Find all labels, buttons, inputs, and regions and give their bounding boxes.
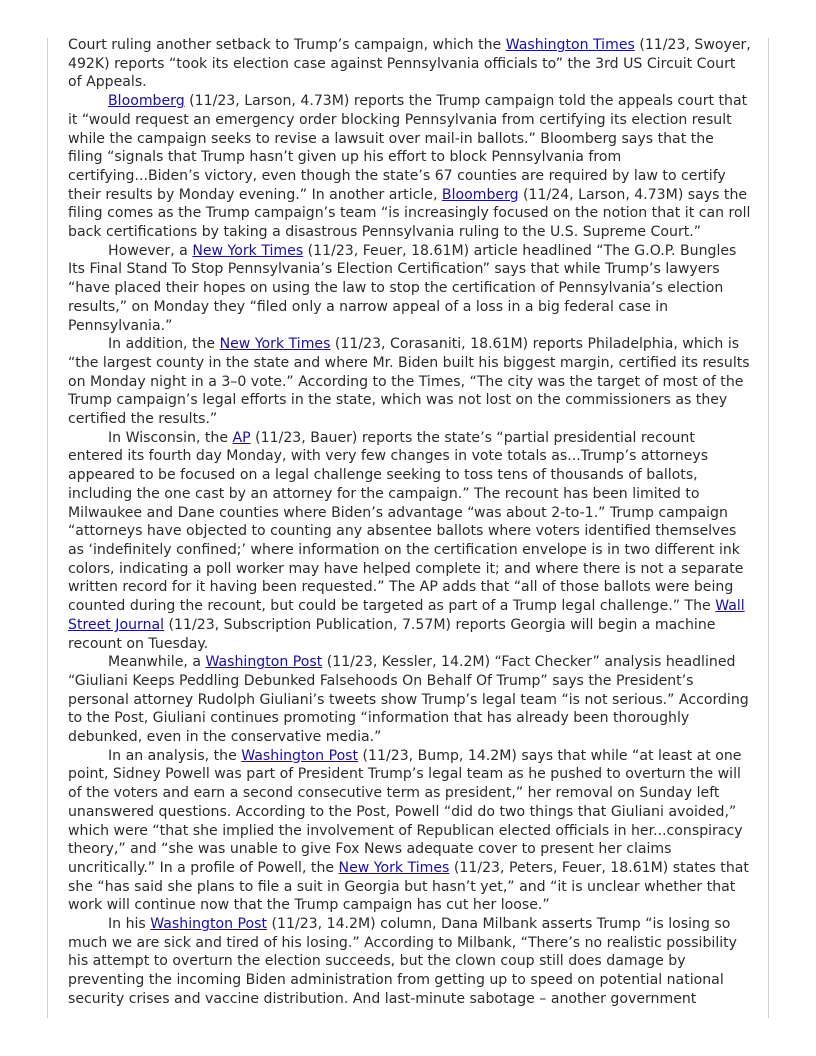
document-body — [68, 36, 752, 1009]
source-link[interactable]: New York Times — [192, 242, 304, 259]
paragraph-text: In his — [108, 916, 151, 933]
paragraph-text: (11/23, Subscription Publication, 7.57M) reports Georgia will begin a machine recount on Tuesday. — [68, 616, 716, 652]
source-link[interactable]: New York Times — [219, 336, 331, 353]
paragraph-text: Meanwhile, a — [108, 654, 206, 671]
paragraph — [68, 36, 752, 92]
paragraph-text: (11/23, Kessler, 14.2M) “Fact Checker” analysis headlined “Giuliani Keeps Peddling Debunked Falsehoods On Behalf Of Trump” says the President’s personal attorney Rudolph Giuliani’s tweets show Trump’s legal team “is not serious.” According to the Post, Giuliani continues promoting “information that has already been thoroughly debunked, even in the conservative media.” — [68, 654, 749, 746]
source-link[interactable]: New York Times — [338, 859, 450, 876]
paragraph — [68, 653, 752, 747]
paragraph-text: Court ruling another setback to Trump’s campaign, which the — [68, 37, 506, 53]
source-link[interactable]: Washington Post — [150, 916, 268, 933]
paragraph-text: (11/23, Bump, 14.2M) says that while “at least at one point, Sidney Powell was part of President Trump’s legal team as he pushed to overturn the will of the voters and earn a second consecutive term as president,” her removal on Sunday left unanswered questions. According to the Post, Powell “did do two things that Giuliani avoided,” which were “that she implied the involvement of Republican elected officials in her...conspiracy theory,” and “she was unable to give Fox News adequate cover to present her claims uncritically.” In a profile of Powell, the — [68, 747, 743, 876]
paragraph-text: (11/24, Larson, 4.73M) says the filing comes as the Trump campaign’s team “is increasingly focused on the notion that it can roll back certifications by taking a disastrous Pennsylvania ruling to the U.S. Supreme Court.” — [68, 186, 751, 241]
paragraph — [68, 92, 752, 242]
source-link[interactable]: Washington Post — [241, 747, 359, 764]
source-link[interactable]: Wall Street Journal — [68, 598, 745, 633]
source-link[interactable]: AP — [232, 429, 251, 446]
source-link[interactable]: Washington Post — [205, 654, 323, 671]
paragraph — [68, 915, 752, 1009]
paragraph-text: However, a — [108, 242, 193, 259]
paragraph-text: In addition, the — [108, 336, 220, 353]
paragraph-text: (11/23, 14.2M) column, Dana Milbank asserts Trump “is losing so much we are sick and tired of his losing.” According to Milbank, “There’s no realistic possibility his attempt to overturn the election succeeds, but the clown coup still does damage by preventing the incoming Biden administration from getting up to speed on potential national security crises and vaccine distribution. And last-minute sabotage – another government — [68, 916, 738, 1007]
paragraph — [68, 747, 752, 915]
paragraph — [68, 429, 752, 653]
page-margin-rule-right — [768, 38, 769, 1018]
paragraph-text: (11/23, Feuer, 18.61M) article headlined “The G.O.P. Bungles Its Final Stand To Stop Pennsylvania’s Election Certification” says that while Trump’s lawyers “have placed their hopes on using the law to stop the certification of Pennsylvania’s election results,” on Monday they “filed only a narrow appeal of a loss in a big federal case in Pennsylvania.” — [68, 242, 737, 334]
paragraph-text: In Wisconsin, the — [108, 429, 233, 446]
source-link[interactable]: Bloomberg — [108, 93, 185, 110]
paragraph-text: In an analysis, the — [108, 747, 242, 764]
paragraph — [68, 242, 752, 336]
paragraph-text: (11/23, Peters, Feuer, 18.61M) states that she “has said she plans to file a suit in Georgia but hasn’t yet,” and “it is unclear whether that work will continue now that the Trump campaign has cut her loose.” — [68, 859, 749, 914]
paragraph-text: (11/23, Swoyer, 492K) reports “took its election case against Pennsylvania officials to” the 3rd US Circuit Court of Appeals. — [68, 37, 751, 91]
paragraph-text: (11/23, Bauer) reports the state’s “partial presidential recount entered its fourth day Monday, with very few changes in vote totals as...Trump’s attorneys appeared to be focused on a legal challenge seeking to toss tens of thousands of ballots, including the one cast by an attorney for the campaign.” The recount has been limited to Milwaukee and Dane counties where Biden’s advantage “was about 2-to-1.” Trump campaign “attorneys have objected to counting any absentee ballots where voters identified themselves as ‘indefinitely confined;’ where information on the certification envelope is in two different ink colors, indicating a poll worker may have helped complete it; and where there is not a separate written record for it having been requested.” The AP adds that “all of those ballots were being counted during the recount, but could be targeted as part of a Trump legal challenge.” The — [68, 429, 744, 615]
source-link[interactable]: Bloomberg — [441, 186, 519, 203]
source-link[interactable]: Washington Times — [505, 37, 635, 53]
page-margin-rule-left — [47, 38, 48, 1018]
paragraph — [68, 335, 752, 429]
paragraph-text: (11/23, Larson, 4.73M) reports the Trump campaign told the appeals court that it “would request an emergency order blocking Pennsylvania from certifying its election result while the campaign seeks to revise a lawsuit over mail-in ballots.” Bloomberg says that the filing “signals that Trump hasn’t given up his effort to block Pennsylvania from certifying...Biden’s victory, even though the state’s 67 counties are required by law to certify their results by Monday evening.” In another article, — [68, 93, 748, 203]
paragraph-text: (11/23, Corasaniti, 18.61M) reports Philadelphia, which is “the largest county in the state and where Mr. Biden built his biggest margin, certified its results on Monday night in a 3–0 vote.” According to the Times, “The city was the target of most of the Trump campaign’s legal efforts in the state, which was not lost on the commissioners as they certified the results.” — [68, 336, 750, 428]
